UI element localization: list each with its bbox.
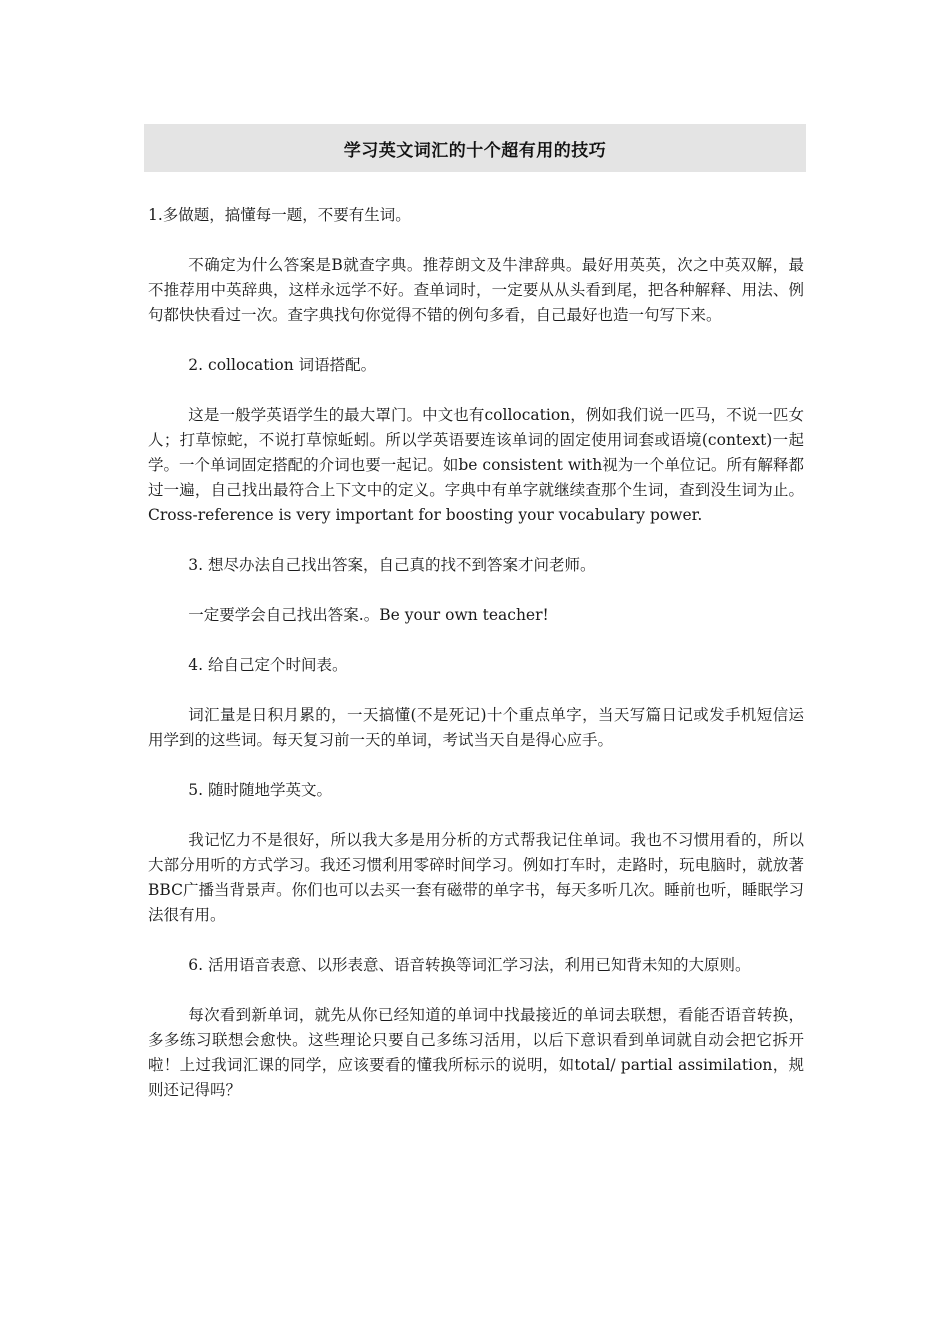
section-heading: 1.多做题，搞懂每一题，不要有生词。 bbox=[148, 206, 411, 224]
section-body: 不确定为什么答案是B就查字典。推荐朗文及牛津辞典。最好用英英，次之中英双解，最不推荐用中英辞典，这样永远学不好。查单词时，一定要从从头看到尾，把各种解释、用法、例句都快快看过一次。查字典找句你觉得不错的例句多看，自己最好也造一句写下来。 bbox=[148, 256, 804, 324]
document-body bbox=[148, 203, 804, 1103]
section-heading: 6. 活用语音表意、以形表意、语音转换等词汇学习法，利用已知背未知的大原则。 bbox=[188, 956, 751, 974]
section-heading: 2. collocation 词语搭配。 bbox=[188, 356, 377, 374]
section-body: 我记忆力不是很好，所以我大多是用分析的方式帮我记住单词。我也不习惯用看的，所以大部分用听的方式学习。我还习惯利用零碎时间学习。例如打车时，走路时，玩电脑时，就放著BBC广播当背景声。你们也可以去买一套有磁带的单字书，每天多听几次。睡前也听，睡眠学习法很有用。 bbox=[148, 831, 804, 924]
section-body: 这是一般学英语学生的最大罩门。中文也有collocation，例如我们说一匹马，不说一匹女人；打草惊蛇，不说打草惊蚯蚓。所以学英语要连该单词的固定使用词套或语境(context)一起学。一个单词固定搭配的介词也要一起记。如be consistent with视为一个单位记。所有解释都过一遍，自己找出最符合上下文中的定义。字典中有单字就继续查那个生词，查到没生词为止。 Cross-reference is very important for boosting your vocabulary power. bbox=[148, 406, 804, 524]
document-title: 学习英文词汇的十个超有用的技巧 bbox=[343, 140, 607, 161]
section-heading: 3. 想尽办法自己找出答案，自己真的找不到答案才问老师。 bbox=[188, 556, 596, 574]
section-heading: 5. 随时随地学英文。 bbox=[188, 781, 333, 799]
section-body: 每次看到新单词，就先从你已经知道的单词中找最接近的单词去联想，看能否语音转换，多多练习联想会愈快。这些理论只要自己多练习活用，以后下意识看到单词就自动会把它拆开啦！上过我词汇课的同学，应该要看的懂我所标示的说明，如total/ partial assimilation，规则还记得吗？ bbox=[148, 1006, 804, 1099]
section-body: 词汇量是日积月累的，一天搞懂(不是死记)十个重点单字，当天写篇日记或发手机短信运用学到的这些词。每天复习前一天的单词，考试当天自是得心应手。 bbox=[148, 706, 804, 749]
section-body: 一定要学会自己找出答案.。Be your own teacher! bbox=[188, 606, 549, 624]
section-heading: 4. 给自己定个时间表。 bbox=[188, 656, 348, 674]
title-banner bbox=[144, 124, 806, 172]
